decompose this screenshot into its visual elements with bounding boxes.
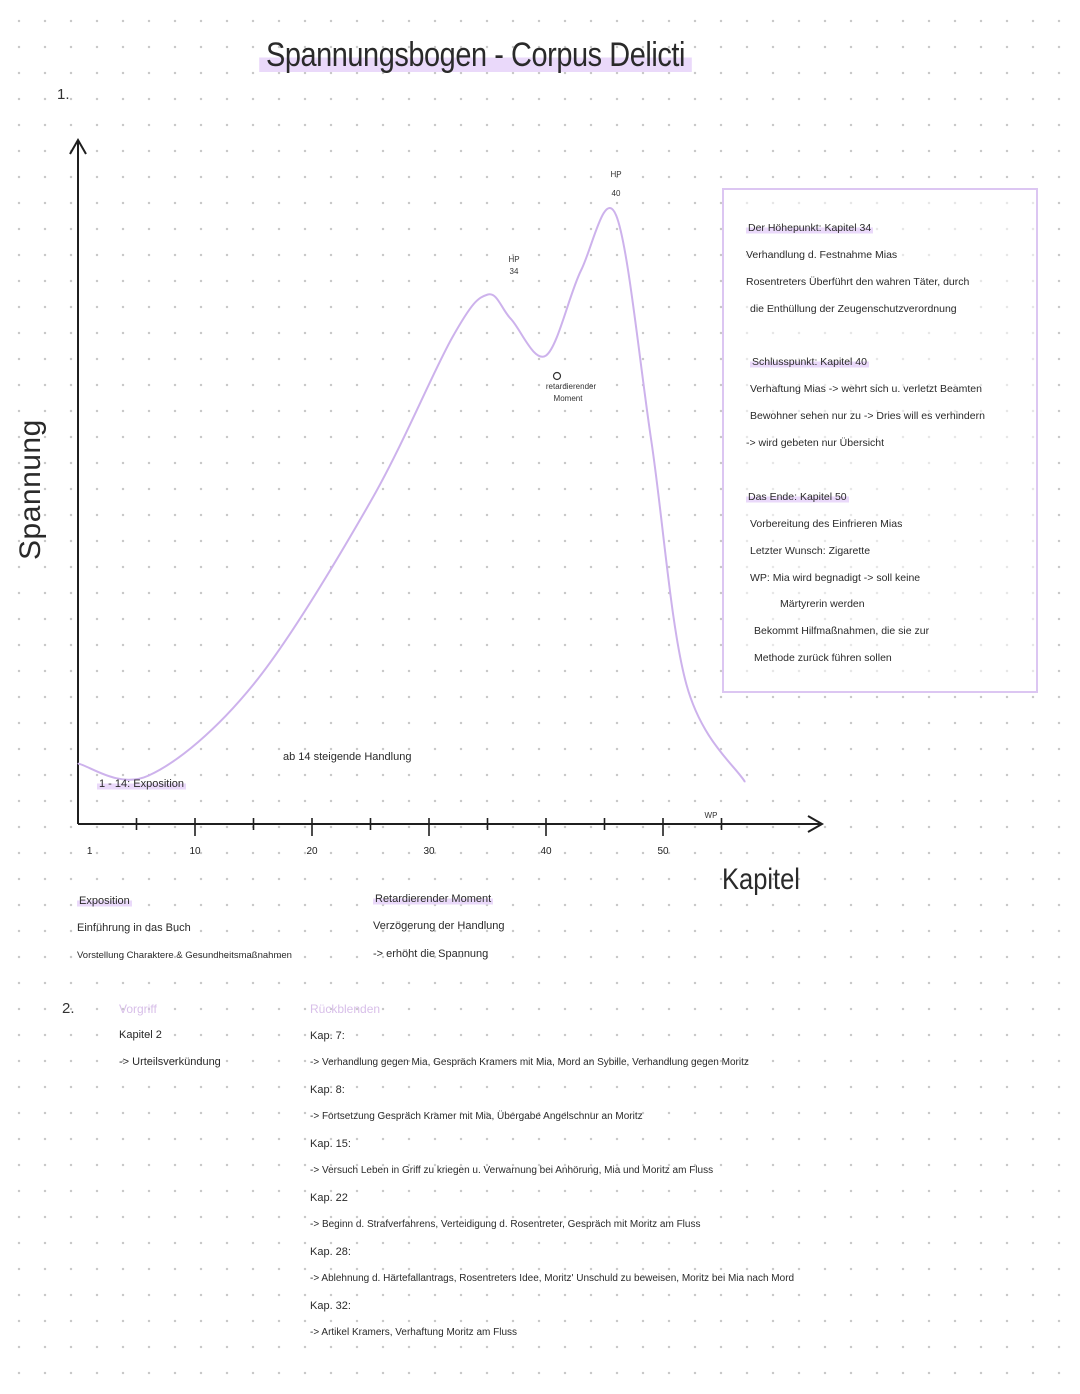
x-tick-label: 20 [306,846,318,857]
curve-point [77,763,78,764]
page-title-text: Spannungsbogen - Corpus Delicti [259,36,692,75]
box-line: Methode zurück führen sollen [754,652,892,664]
curve-point [545,355,546,356]
rueckblende-text: -> Fortsetzung Gespräch Kramer mit Mia, Übergabe Angelschnur an Moritz [310,1111,643,1122]
curve-point [616,215,617,216]
curve-point [651,440,652,441]
curve-point [487,294,488,295]
box-line: Märtyrerin werden [780,598,865,610]
retard-heading [373,893,493,905]
x-tick-label: 10 [189,846,201,857]
x-tick-label: 1 [86,846,93,857]
retard-note: -> erhöht die Spannung [373,948,489,960]
box-line: Verhandlung d. Festnahme Mias [746,249,898,261]
box-heading-end-point-text: Schlusspunkt: Kapitel 40 [752,356,867,368]
curve-point [744,781,745,782]
vorgriff-line: -> Urteilsverkündung [119,1056,221,1068]
rueckblende-chapter: Kap. 28: [310,1246,351,1258]
exposition-heading-text: Exposition [79,895,130,907]
retard-note: Verzögerung der Handlung [373,920,505,932]
hp1-value: 34 [509,267,519,276]
x-axis-ticks [137,818,722,836]
rueckblende-text: -> Verhandlung gegen Mia, Gespräch Kramers mit Mia, Mord an Sybille, Verhandlung gegen Moritz [310,1057,749,1068]
curve-point [370,501,371,502]
box-heading-end-point [750,356,869,368]
rising-action-annotation: ab 14 steigende Handlung [283,751,412,763]
x-tick-label: 40 [540,846,552,857]
chart-axes [70,140,822,832]
retard-marker [554,373,561,380]
vorgriff-line: Kapitel 2 [119,1029,162,1041]
hp2-label: HP [610,170,622,179]
box-line: -> wird gebeten nur Übersicht [746,437,885,449]
exposition-annotation [97,778,186,790]
rueckblende-chapter: Kap. 15: [310,1138,351,1150]
box-line: Bekommt Hilfmaßnahmen, die sie zur [754,625,930,637]
curve-point [452,337,453,338]
box-line: Bewohner sehen nur zu -> Dries will es verhindern [750,410,985,422]
exposition-annotation-text: 1 - 14: Exposition [99,778,184,790]
rueckblende-chapter: Kap. 7: [310,1030,345,1042]
rueckblende-text: -> Artikel Kramers, Verhaftung Moritz am Fluss [310,1327,518,1338]
vorgriff-heading: Vorgriff [119,1002,157,1016]
rueckblende-chapter: Kap. 32: [310,1300,351,1312]
retard-heading-text: Retardierender Moment [375,893,492,905]
box-line: Vorbereitung des Einfrieren Mias [750,518,903,530]
box-heading-climax-text: Der Höhepunkt: Kapitel 34 [748,222,872,234]
section-number-2: 2. [62,1000,75,1017]
exposition-note: Vorstellung Charaktere & Gesundheitsmaßnahmen [77,950,292,961]
retard-label-line2: Moment [553,394,583,403]
exposition-note: Einführung in das Buch [77,922,191,934]
y-axis-label: Spannung [14,419,47,560]
box-line: Rosentreters Überführt den wahren Täter, durch [746,276,970,288]
rueckblende-chapter: Kap. 8: [310,1084,345,1096]
section-number-1: 1. [57,86,70,103]
curve-point [148,775,149,776]
rueckblende-chapter: Kap. 22 [310,1192,348,1204]
box-heading-climax [746,222,873,234]
curve-point [510,318,511,319]
curve-point [686,684,687,685]
rueckblende-text: -> Beginn d. Strafverfahrens, Verteidigung d. Rosentreter, Gespräch mit Moritz am Fluss [310,1219,701,1230]
box-line: Verhaftung Mias -> wehrt sich u. verletzt Beamten [750,383,982,395]
wp-label: WP [704,811,718,820]
x-axis-label: Kapitel [722,863,800,896]
box-line: die Enthüllung der Zeugenschutzverordnung [750,303,957,315]
hp1-label: HP [508,255,520,264]
x-axis-tick-labels [87,846,669,857]
box-heading-ending [746,491,849,503]
rueckblende-text: -> Ablehnung d. Härtefallantrags, Rosentreters Idee, Moritz' Unschuld zu beweisen, Moritz bei Mia nach Mord [310,1273,795,1284]
plot-points-box [722,188,1038,693]
curve-point [253,684,254,685]
hp2-value: 40 [611,189,621,198]
curve-point [581,270,582,271]
box-line: Letzter Wunsch: Zigarette [750,545,871,557]
x-tick-label: 30 [423,846,435,857]
box-line: WP: Mia wird begnadigt -> soll keine [750,572,921,584]
curve-points [77,215,745,783]
exposition-heading [77,895,132,907]
x-tick-label: 50 [657,846,669,857]
rueckblenden-heading: Rückblenden [310,1002,381,1016]
box-heading-ending-text: Das Ende: Kapitel 50 [748,491,847,503]
retard-label-line1: retardierender [545,382,597,391]
rueckblende-text: -> Versuch Leben in Griff zu kriegen u. Verwarnung bei Anhörung, Mia und Moritz am Fluss [310,1165,714,1176]
tension-curve [78,208,745,782]
